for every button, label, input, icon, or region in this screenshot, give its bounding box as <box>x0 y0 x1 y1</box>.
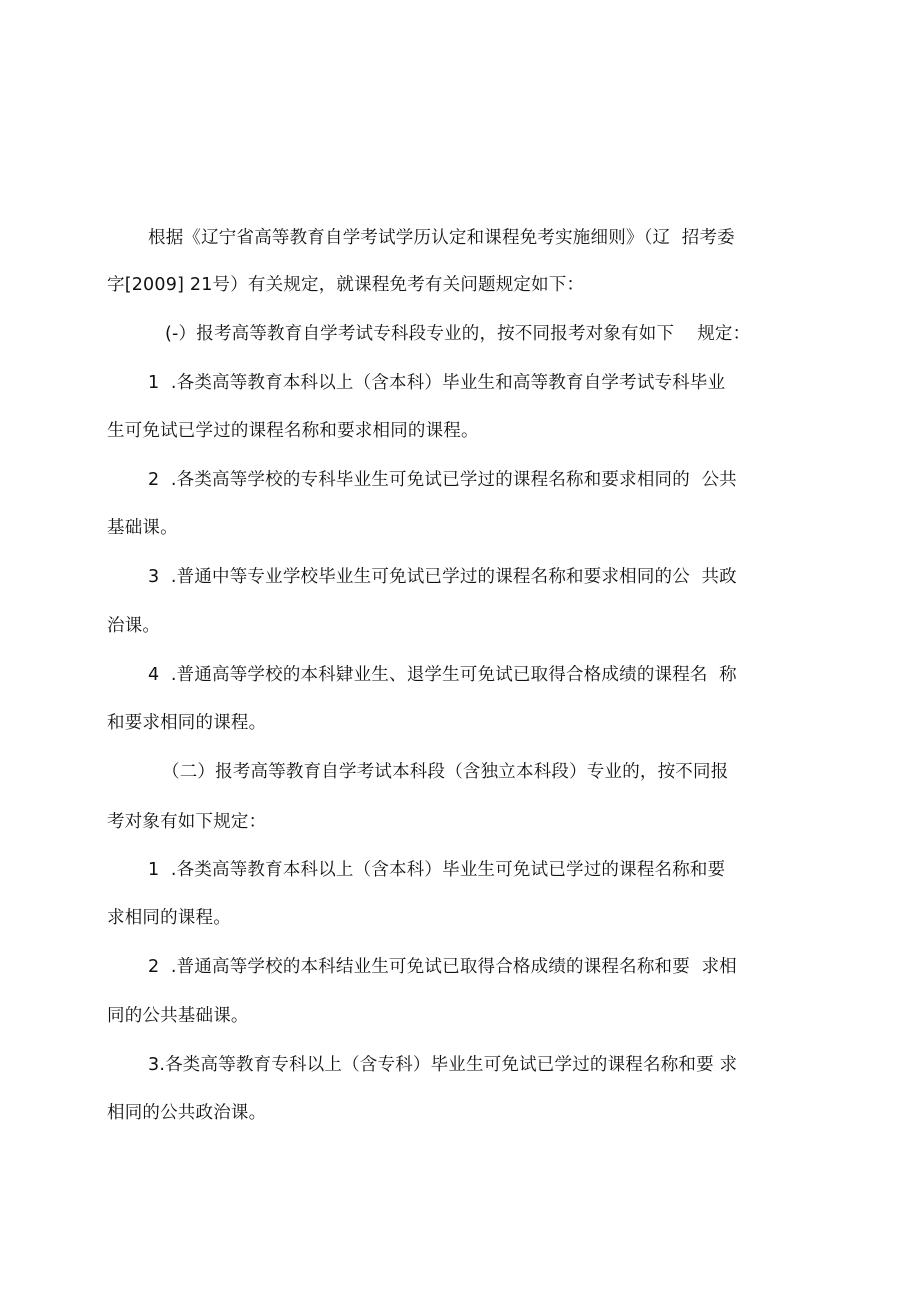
text-line: 3.各类高等教育专科以上（含专科）毕业生可免试已学过的课程名称和要 求 <box>148 1055 738 1075</box>
text-line: 生可免试已学过的课程名称和要求相同的课程。 <box>107 421 479 441</box>
text-line: 治课。 <box>107 616 161 636</box>
text-line: 和要求相同的课程。 <box>107 713 267 733</box>
text-line: 3 .普通中等专业学校毕业生可免试已学过的课程名称和要求相同的公 共政 <box>148 567 737 587</box>
text-line: 相同的公共政治课。 <box>107 1103 267 1123</box>
text-line: 考对象有如下规定： <box>107 812 267 832</box>
text-line: 根据《辽宁省高等教育自学考试学历认定和课程免考实施细则》（辽 招考委 <box>148 228 735 248</box>
text-line: 求相同的课程。 <box>107 908 231 928</box>
text-line: （二）报考高等教育自学考试本科段（含独立本科段）专业的，按不同报 <box>162 762 729 782</box>
text-line: 1 .各类高等教育本科以上（含本科）毕业生可免试已学过的课程名称和要 <box>148 860 726 880</box>
text-line: 基础课。 <box>107 518 178 538</box>
text-line: 字[2009] 21号）有关规定，就课程免考有关问题规定如下： <box>107 275 585 295</box>
text-line: 2 .普通高等学校的本科结业生可免试已取得合格成绩的课程名称和要 求相 <box>148 957 737 977</box>
text-line: (-）报考高等教育自学考试专科段专业的，按不同报考对象有如下 规定： <box>165 324 751 344</box>
text-line: 1 .各类高等教育本科以上（含本科）毕业生和高等教育自学考试专科毕业 <box>148 373 726 393</box>
text-line: 4 .普通高等学校的本科肄业生、退学生可免试已取得合格成绩的课程名 称 <box>148 665 737 685</box>
text-line: 2 .各类高等学校的专科毕业生可免试已学过的课程名称和要求相同的 公共 <box>148 470 737 490</box>
text-line: 同的公共基础课。 <box>107 1006 249 1026</box>
